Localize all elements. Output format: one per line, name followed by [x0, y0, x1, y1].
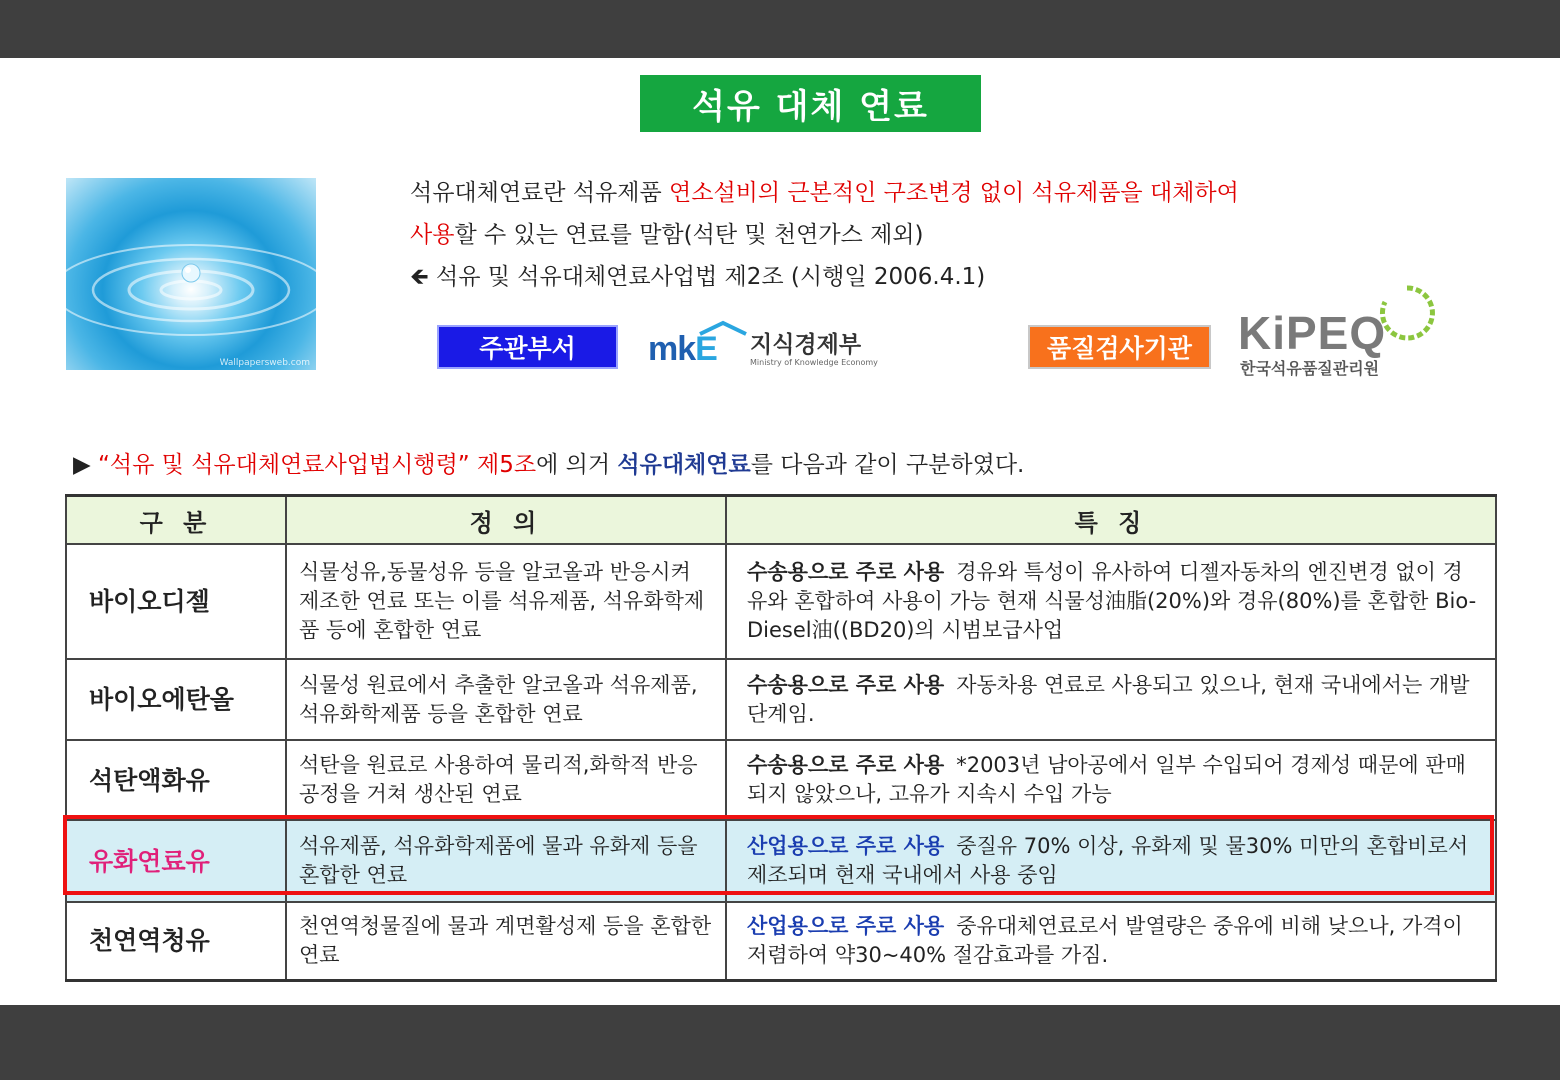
top-frame-bar [0, 0, 1560, 58]
feature-text: 중유대체연료로서 발열량은 중유에 비해 낮으나, 가격이 저렴하여 약30~40% 절감효과를 가짐. [747, 913, 1463, 967]
mke-mark: mkE [648, 330, 717, 368]
fuel-definition: 천연역청물질에 물과 계면활성제 등을 혼합한 연료 [286, 902, 726, 980]
table-row-highlighted [66, 820, 1496, 902]
mke-logo [648, 318, 878, 374]
water-drop-image [66, 178, 316, 370]
classification-note [73, 446, 1024, 479]
feature-text: 자동차용 연료로 사용되고 있으나, 현재 국내에서는 개발단계임. [747, 672, 1470, 726]
feature-text: *2003년 남아공에서 일부 수입되어 경제성 때문에 판매되지 않았으나, 고유가 지속시 수입 가능 [747, 753, 1466, 806]
mke-name-en: Ministry of Knowledge Economy [750, 358, 878, 367]
usage-key: 수송용으로 주로 사용 [747, 753, 945, 777]
fuel-name: 바이오에탄올 [66, 659, 286, 740]
note-end-text: 를 다음과 같이 구분하였다. [750, 452, 1025, 478]
fuel-definition: 식물성 원료에서 추출한 알코올과 석유제품,석유화학제품 등을 혼합한 연료 [286, 659, 726, 740]
bottom-frame-bar [0, 1005, 1560, 1080]
fuel-name: 천연역청유 [66, 902, 286, 980]
triangle-bullet-icon: ▶ [73, 452, 98, 478]
law-reference-line: 🡸 석유 및 석유대체연료사업법 제2조 (시행일 2006.4.1) [410, 264, 986, 290]
kipeq-mark: KiPEQ [1238, 307, 1387, 359]
fuel-features [726, 659, 1496, 740]
fuel-definition: 식물성유,동물성유 등을 알코올과 반응시켜 제조한 연료 또는 이를 석유제품, 석유화학제품 등에 혼합한 연료 [286, 544, 726, 659]
intro-line2-emphasis: 사용 [410, 222, 455, 248]
page-title: 석유 대체 연료 [640, 75, 981, 132]
decree-citation: “석유 및 석유대체연료사업법시행령” 제5조 [98, 452, 537, 478]
header-definition: 정 의 [286, 496, 726, 545]
mke-name-kr: 지식경제부 [750, 332, 862, 358]
intro-line-1 [410, 172, 1510, 214]
header-features: 특 징 [726, 496, 1496, 545]
fuel-features [726, 740, 1496, 820]
inspector-tag: 품질검사기관 [1028, 325, 1211, 369]
table-row [66, 659, 1496, 740]
image-watermark: Wallpapersweb.com [219, 358, 310, 368]
table-row [66, 740, 1496, 820]
note-mid-text: 에 의거 [536, 452, 618, 478]
usage-key: 산업용으로 주로 사용 [747, 913, 945, 938]
fuel-definition: 석유제품, 석유화학제품에 물과 유화제 등을 혼합한 연료 [286, 820, 726, 902]
table-row [66, 902, 1496, 980]
feature-text: 중질유 70% 이상, 유화제 및 물30% 미만의 혼합비로서 제조되며 현재 국내에서 사용 중임 [747, 834, 1469, 887]
fuel-classification-table [65, 494, 1497, 982]
feature-text: 경유와 특성이 유사하여 디젤자동차의 엔진변경 없이 경유와 혼합하여 사용이 가능 현재 식물성油脂(20%)와 경유(80%)를 혼합한 Bio-Diesel油((BD20)의 시범보급사업 [747, 560, 1477, 642]
intro-text [410, 172, 1510, 298]
kipeq-logo [1238, 282, 1453, 382]
intro-line2-plain: 할 수 있는 연료를 말함(석탄 및 천연가스 제외) [454, 222, 924, 248]
fuel-name: 석탄액화유 [66, 740, 286, 820]
usage-key: 수송용으로 주로 사용 [747, 672, 945, 697]
table-header-row [66, 496, 1496, 545]
fuel-name: 바이오디젤 [66, 544, 286, 659]
usage-key: 산업용으로 주로 사용 [747, 834, 945, 858]
fuel-features [726, 544, 1496, 659]
intro-line1-plain: 석유대체연료란 석유제품 [410, 180, 670, 206]
usage-key: 수송용으로 주로 사용 [747, 560, 945, 584]
table-row [66, 544, 1496, 659]
fuel-features [726, 820, 1496, 902]
fuel-definition: 석탄을 원료로 사용하여 물리적,화학적 반응공정을 거쳐 생산된 연료 [286, 740, 726, 820]
intro-line-2 [410, 214, 1510, 256]
fuel-name: 유화연료유 [66, 820, 286, 902]
header-category: 구 분 [66, 496, 286, 545]
fuel-features [726, 902, 1496, 980]
ministry-tag: 주관부서 [437, 325, 618, 369]
note-term: 석유대체연료 [617, 452, 751, 478]
intro-line1-emphasis: 연소설비의 근본적인 구조변경 없이 석유제품을 대체하여 [669, 180, 1239, 206]
kipeq-name-kr: 한국석유품질관리원 [1240, 359, 1380, 378]
